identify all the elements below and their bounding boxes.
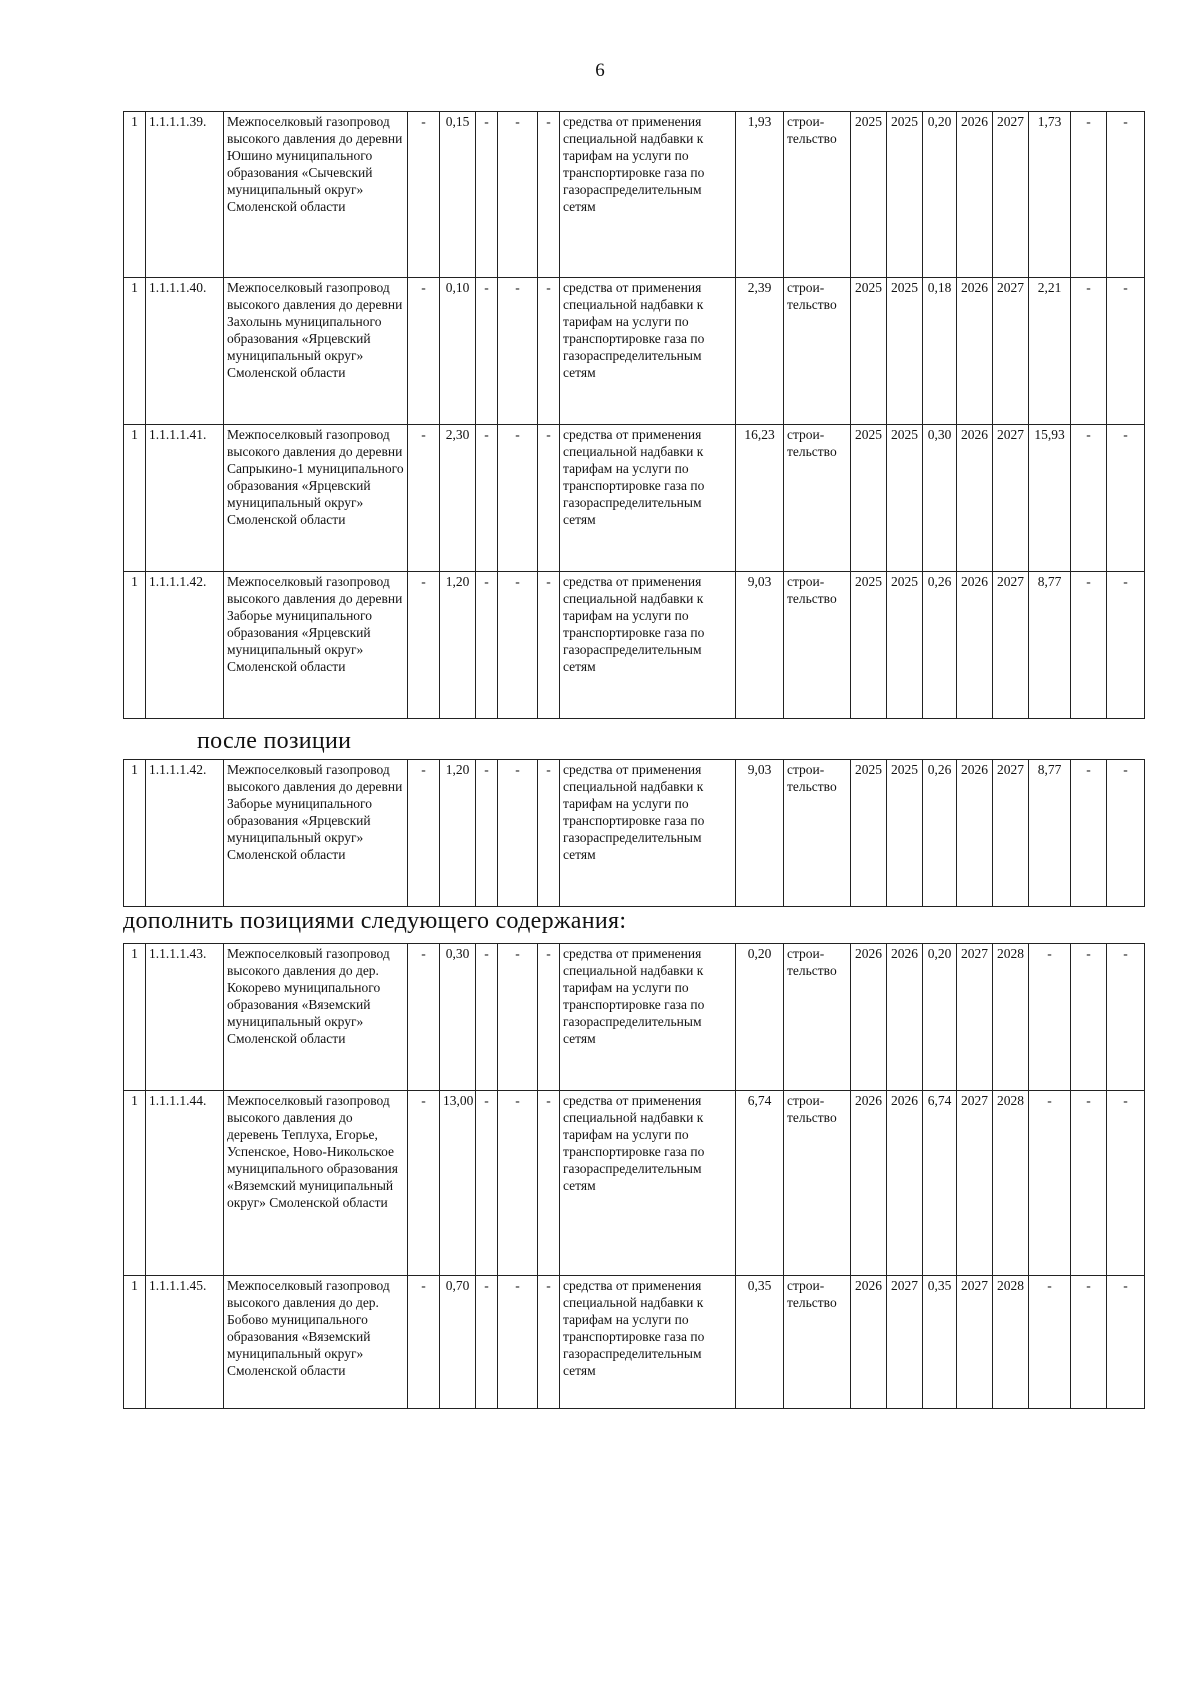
cell-year-2: 2026 — [887, 1091, 923, 1276]
cell-col19: - — [1107, 760, 1145, 907]
cell-col6: - — [498, 112, 538, 278]
cell-value-1: 6,74 — [923, 1091, 957, 1276]
cell-funding-source: средства от применения специальной надбавки к тарифам на услуги по транспортировке газа по газораспределительным сетям — [560, 1091, 736, 1276]
cell-col7: - — [538, 278, 560, 425]
cell-work-type: строи-тельство — [784, 425, 851, 572]
table-row — [124, 278, 1145, 425]
cell-col19: - — [1107, 572, 1145, 719]
cell-col18: - — [1071, 944, 1107, 1091]
cell-year-4: 2027 — [993, 425, 1029, 572]
cell-year-3: 2026 — [957, 572, 993, 719]
cell-col4: 2,30 — [440, 425, 476, 572]
cell-col3: - — [408, 944, 440, 1091]
cell-position-code: 1.1.1.1.45. — [146, 1276, 224, 1409]
cell-col5: - — [476, 572, 498, 719]
cell-year-3: 2027 — [957, 944, 993, 1091]
positions-table-reference — [123, 759, 1145, 907]
cell-col7: - — [538, 572, 560, 719]
cell-col19: - — [1107, 425, 1145, 572]
cell-col19: - — [1107, 1091, 1145, 1276]
cell-value-2: 15,93 — [1029, 425, 1071, 572]
cell-cost: 16,23 — [736, 425, 784, 572]
cell-col3: - — [408, 1091, 440, 1276]
cell-year-4: 2027 — [993, 112, 1029, 278]
cell-object-name: Межпоселковый газопровод высокого давления до деревни Заборье муниципального образования «Ярцевский муниципальный округ» Смоленской области — [224, 572, 408, 719]
cell-col18: - — [1071, 278, 1107, 425]
cell-object-name: Межпоселковый газопровод высокого давления до дер. Кокорево муниципального образования «Вяземский муниципальный округ» Смоленской области — [224, 944, 408, 1091]
cell-col18: - — [1071, 1091, 1107, 1276]
cell-funding-source: средства от применения специальной надбавки к тарифам на услуги по транспортировке газа по газораспределительным сетям — [560, 1276, 736, 1409]
cell-year-4: 2028 — [993, 1091, 1029, 1276]
cell-year-1: 2026 — [851, 1276, 887, 1409]
cell-row-number: 1 — [124, 278, 146, 425]
cell-year-1: 2026 — [851, 1091, 887, 1276]
cell-value-2: 8,77 — [1029, 572, 1071, 719]
cell-year-1: 2025 — [851, 278, 887, 425]
cell-col3: - — [408, 572, 440, 719]
cell-col5: - — [476, 425, 498, 572]
cell-year-3: 2026 — [957, 425, 993, 572]
cell-col6: - — [498, 1276, 538, 1409]
cell-work-type: строи-тельство — [784, 572, 851, 719]
cell-value-1: 0,18 — [923, 278, 957, 425]
cell-col7: - — [538, 112, 560, 278]
cell-year-2: 2025 — [887, 425, 923, 572]
cell-value-2: 1,73 — [1029, 112, 1071, 278]
heading-add-positions: дополнить позициями следующего содержания: — [123, 908, 627, 934]
cell-row-number: 1 — [124, 112, 146, 278]
cell-year-1: 2026 — [851, 944, 887, 1091]
cell-position-code: 1.1.1.1.42. — [146, 572, 224, 719]
cell-col3: - — [408, 425, 440, 572]
cell-col6: - — [498, 425, 538, 572]
table-row — [124, 572, 1145, 719]
cell-col18: - — [1071, 1276, 1107, 1409]
cell-col4: 0,10 — [440, 278, 476, 425]
cell-year-4: 2027 — [993, 278, 1029, 425]
cell-funding-source: средства от применения специальной надбавки к тарифам на услуги по транспортировке газа по газораспределительным сетям — [560, 278, 736, 425]
cell-year-3: 2026 — [957, 760, 993, 907]
cell-work-type: строи-тельство — [784, 760, 851, 907]
cell-year-4: 2028 — [993, 944, 1029, 1091]
cell-year-4: 2027 — [993, 572, 1029, 719]
cell-funding-source: средства от применения специальной надбавки к тарифам на услуги по транспортировке газа по газораспределительным сетям — [560, 944, 736, 1091]
cell-position-code: 1.1.1.1.43. — [146, 944, 224, 1091]
cell-value-1: 0,30 — [923, 425, 957, 572]
table-row — [124, 944, 1145, 1091]
cell-value-2: 2,21 — [1029, 278, 1071, 425]
cell-year-3: 2026 — [957, 278, 993, 425]
cell-col19: - — [1107, 278, 1145, 425]
cell-year-2: 2025 — [887, 572, 923, 719]
cell-funding-source: средства от применения специальной надбавки к тарифам на услуги по транспортировке газа по газораспределительным сетям — [560, 760, 736, 907]
cell-row-number: 1 — [124, 1091, 146, 1276]
cell-row-number: 1 — [124, 944, 146, 1091]
cell-year-4: 2027 — [993, 760, 1029, 907]
cell-cost: 1,93 — [736, 112, 784, 278]
table-row — [124, 425, 1145, 572]
cell-row-number: 1 — [124, 1276, 146, 1409]
cell-col19: - — [1107, 112, 1145, 278]
cell-row-number: 1 — [124, 425, 146, 572]
cell-col18: - — [1071, 572, 1107, 719]
positions-table-current — [123, 111, 1145, 719]
cell-col18: - — [1071, 112, 1107, 278]
cell-object-name: Межпоселковый газопровод высокого давления до деревни Заборье муниципального образования «Ярцевский муниципальный округ» Смоленской области — [224, 760, 408, 907]
cell-cost: 9,03 — [736, 572, 784, 719]
cell-year-2: 2025 — [887, 760, 923, 907]
cell-row-number: 1 — [124, 572, 146, 719]
cell-col6: - — [498, 1091, 538, 1276]
cell-col7: - — [538, 760, 560, 907]
cell-value-2: - — [1029, 1091, 1071, 1276]
cell-year-1: 2025 — [851, 760, 887, 907]
table-row — [124, 1276, 1145, 1409]
cell-col6: - — [498, 944, 538, 1091]
table-row — [124, 760, 1145, 907]
cell-col18: - — [1071, 760, 1107, 907]
cell-col6: - — [498, 278, 538, 425]
cell-col5: - — [476, 278, 498, 425]
cell-object-name: Межпоселковый газопровод высокого давления до деревни Захолынь муниципального образования «Ярцевский муниципальный округ» Смоленской области — [224, 278, 408, 425]
cell-col4: 0,15 — [440, 112, 476, 278]
cell-work-type: строи-тельство — [784, 1091, 851, 1276]
cell-year-3: 2026 — [957, 112, 993, 278]
cell-year-3: 2027 — [957, 1276, 993, 1409]
cell-col6: - — [498, 760, 538, 907]
cell-col4: 1,20 — [440, 760, 476, 907]
cell-col7: - — [538, 944, 560, 1091]
cell-col5: - — [476, 1091, 498, 1276]
cell-value-1: 0,35 — [923, 1276, 957, 1409]
cell-col19: - — [1107, 944, 1145, 1091]
cell-year-3: 2027 — [957, 1091, 993, 1276]
cell-value-2: 8,77 — [1029, 760, 1071, 907]
table-row — [124, 1091, 1145, 1276]
cell-col7: - — [538, 1276, 560, 1409]
cell-year-1: 2025 — [851, 425, 887, 572]
cell-object-name: Межпоселковый газопровод высокого давления до деревень Теплуха, Егорье, Успенское, Ново-Никольское муниципального образования «Вяземский муниципальный округ» Смоленской области — [224, 1091, 408, 1276]
cell-cost: 2,39 — [736, 278, 784, 425]
cell-cost: 0,35 — [736, 1276, 784, 1409]
cell-col19: - — [1107, 1276, 1145, 1409]
cell-position-code: 1.1.1.1.44. — [146, 1091, 224, 1276]
cell-year-1: 2025 — [851, 572, 887, 719]
cell-work-type: строи-тельство — [784, 112, 851, 278]
cell-col6: - — [498, 572, 538, 719]
cell-col7: - — [538, 1091, 560, 1276]
cell-col3: - — [408, 760, 440, 907]
cell-value-2: - — [1029, 944, 1071, 1091]
cell-year-2: 2025 — [887, 278, 923, 425]
cell-value-1: 0,26 — [923, 572, 957, 719]
cell-object-name: Межпоселковый газопровод высокого давления до деревни Сапрыкино-1 муниципального образования «Ярцевский муниципальный округ» Смоленской области — [224, 425, 408, 572]
cell-work-type: строи-тельство — [784, 944, 851, 1091]
page-number: 6 — [595, 60, 605, 81]
cell-funding-source: средства от применения специальной надбавки к тарифам на услуги по транспортировке газа по газораспределительным сетям — [560, 112, 736, 278]
cell-col4: 1,20 — [440, 572, 476, 719]
cell-position-code: 1.1.1.1.42. — [146, 760, 224, 907]
cell-col4: 13,00 — [440, 1091, 476, 1276]
cell-position-code: 1.1.1.1.41. — [146, 425, 224, 572]
cell-col18: - — [1071, 425, 1107, 572]
positions-table-added — [123, 943, 1145, 1409]
cell-value-2: - — [1029, 1276, 1071, 1409]
cell-funding-source: средства от применения специальной надбавки к тарифам на услуги по транспортировке газа по газораспределительным сетям — [560, 572, 736, 719]
cell-year-2: 2025 — [887, 112, 923, 278]
cell-col3: - — [408, 278, 440, 425]
cell-position-code: 1.1.1.1.40. — [146, 278, 224, 425]
cell-funding-source: средства от применения специальной надбавки к тарифам на услуги по транспортировке газа по газораспределительным сетям — [560, 425, 736, 572]
cell-year-4: 2028 — [993, 1276, 1029, 1409]
cell-col5: - — [476, 112, 498, 278]
cell-value-1: 0,26 — [923, 760, 957, 907]
cell-cost: 6,74 — [736, 1091, 784, 1276]
cell-year-1: 2025 — [851, 112, 887, 278]
cell-cost: 9,03 — [736, 760, 784, 907]
cell-object-name: Межпоселковый газопровод высокого давления до деревни Юшино муниципального образования «Сычевский муниципальный округ» Смоленской области — [224, 112, 408, 278]
cell-year-2: 2026 — [887, 944, 923, 1091]
cell-row-number: 1 — [124, 760, 146, 907]
cell-col7: - — [538, 425, 560, 572]
cell-col5: - — [476, 760, 498, 907]
cell-col5: - — [476, 1276, 498, 1409]
cell-work-type: строи-тельство — [784, 1276, 851, 1409]
cell-col3: - — [408, 1276, 440, 1409]
cell-col4: 0,30 — [440, 944, 476, 1091]
cell-value-1: 0,20 — [923, 944, 957, 1091]
cell-cost: 0,20 — [736, 944, 784, 1091]
cell-year-2: 2027 — [887, 1276, 923, 1409]
cell-object-name: Межпоселковый газопровод высокого давления до дер. Бобово муниципального образования «Вяземский муниципальный округ» Смоленской области — [224, 1276, 408, 1409]
cell-position-code: 1.1.1.1.39. — [146, 112, 224, 278]
heading-after-position: после позиции — [197, 728, 352, 754]
cell-col5: - — [476, 944, 498, 1091]
cell-col4: 0,70 — [440, 1276, 476, 1409]
table-row — [124, 112, 1145, 278]
cell-work-type: строи-тельство — [784, 278, 851, 425]
cell-col3: - — [408, 112, 440, 278]
cell-value-1: 0,20 — [923, 112, 957, 278]
